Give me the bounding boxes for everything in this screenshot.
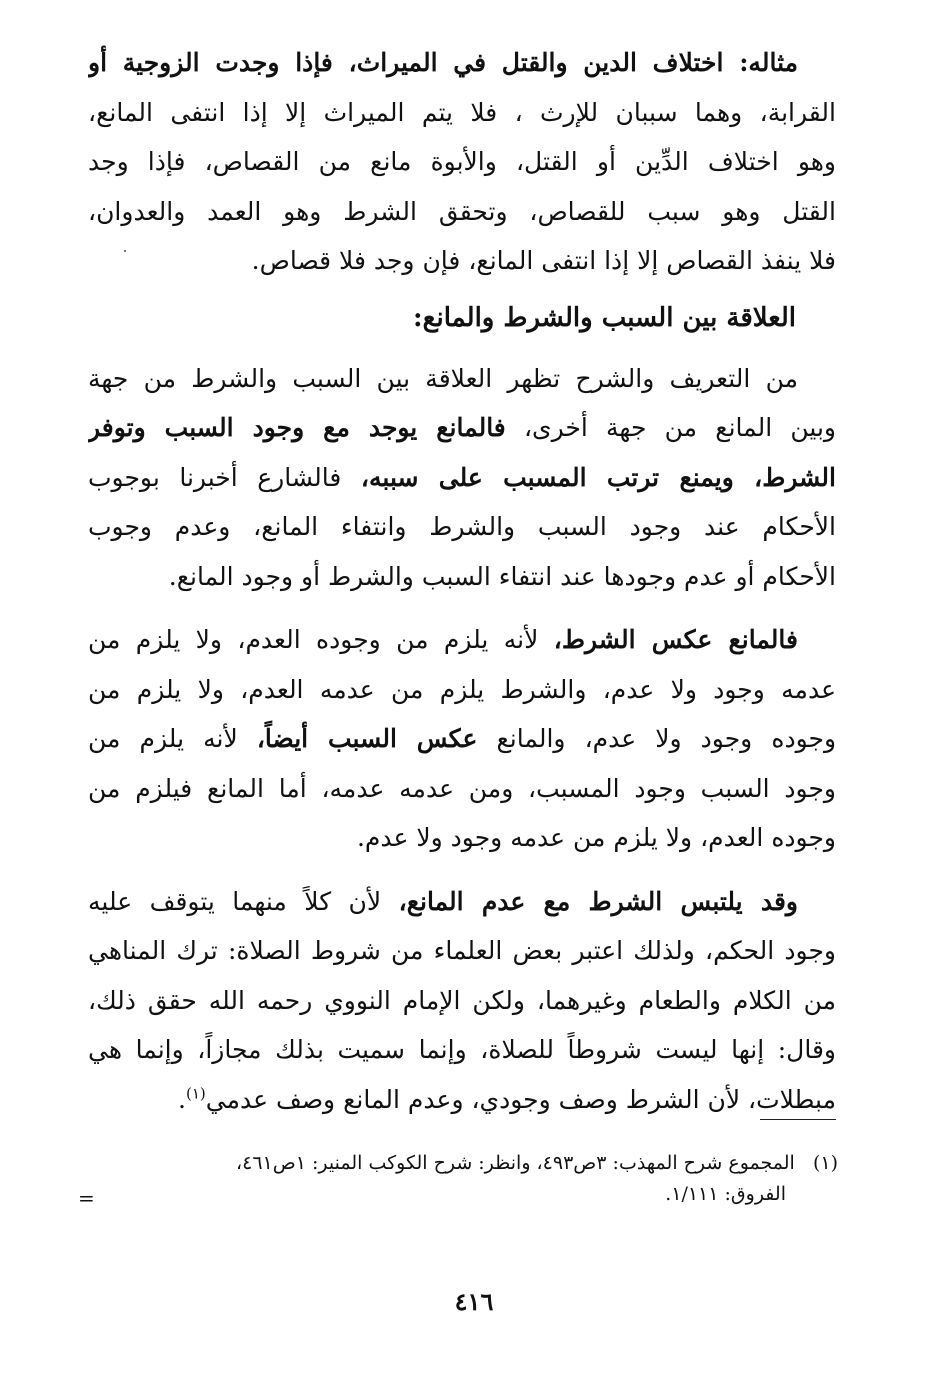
footnote-marker: (١) <box>812 1152 838 1174</box>
text-line: وقال: إنها ليست شروطاً للصلاة، وإنما سميت بذلك مجازاً، وإنما هي <box>88 1035 836 1064</box>
text-line: وجود السبب وجود المسبب، ومن عدمه عدمه، أما المانع فيلزم من <box>88 773 836 803</box>
plain-text: وبين المانع من جهة أخرى، <box>523 413 836 442</box>
text-line: الأحكام عند وجود السبب والشرط وانتفاء المانع، وعدم وجوب <box>88 512 836 541</box>
paragraph-relationship <box>88 354 836 602</box>
text-line: وهو اختلاف الدِّين أو القتل، والأبوة مانع من القصاص، فإذا وجد <box>88 147 836 176</box>
text-line <box>88 1075 836 1125</box>
text-line: من الكلام والطعام وغيرهما، ولكن الإمام النووي رحمه الله حقق ذلك، <box>88 985 836 1015</box>
bold-text: الشرط، ويمنع ترتب المسبب على سببه، <box>360 462 836 492</box>
bold-text: وقد يلتبس الشرط مع عدم المانع، <box>398 886 798 916</box>
text-line <box>88 714 836 764</box>
footnote <box>108 1148 838 1210</box>
plain-text: مبطلات، لأن الشرط وصف وجودي، وعدم المانع وصف عدمي <box>205 1084 836 1114</box>
footnote-line <box>108 1148 838 1179</box>
plain-text: وجوده وجود ولا عدم، والمانع <box>496 724 836 753</box>
page-body <box>88 38 836 1124</box>
section-heading: العلاقة بين السبب والشرط والمانع: <box>413 302 796 333</box>
scan-speck <box>124 250 126 252</box>
plain-text: . <box>178 1084 186 1114</box>
text-line: وجوده العدم، ولا يلزم من عدمه وجود ولا عدم. <box>356 823 836 852</box>
footnote-separator <box>760 1119 836 1120</box>
text-line <box>88 38 836 88</box>
text-line: الأحكام أو عدم وجودها عند انتفاء السبب والشرط أو وجود المانع. <box>168 561 836 591</box>
text-line: من التعريف والشرح تظهر العلاقة بين السبب والشرط من جهة <box>88 363 798 393</box>
page-number: ٤١٦ <box>454 1287 494 1316</box>
bold-lead: مثاله: اختلاف الدين والقتل في الميراث، فإذا وجدت الزوجية أو <box>88 48 798 77</box>
plain-text: فالشارع أخبرنا بوجوب <box>88 462 342 492</box>
plain-text: لأنه يلزم من <box>88 724 238 753</box>
text-line: وجود الحكم، ولذلك اعتبر بعض العلماء من شروط الصلاة: ترك المناهي <box>88 936 836 965</box>
continuation-mark: = <box>78 1186 95 1210</box>
text-line <box>88 615 836 665</box>
footnote-reference[interactable]: (١) <box>185 1084 206 1103</box>
bold-text: فالمانع يوجد مع وجود السبب وتوفر <box>88 413 506 442</box>
text-line: القرابة، وهما سببان للإرث ، فلا يتم الميراث إلا إذا انتفى المانع، <box>88 97 836 127</box>
bold-text: عكس السبب أيضاً، <box>256 724 478 753</box>
paragraph-example <box>88 38 836 286</box>
footnote-line: الفروق: ١/١١١. <box>665 1183 786 1205</box>
text-line: فلا ينفذ القصاص إلا إذا انتفى المانع، فإن وجد فلا قصاص. <box>251 246 836 275</box>
text-line: عدمه وجود ولا عدم، والشرط يلزم من عدمه العدم، ولا يلزم من <box>88 674 836 704</box>
text-line <box>88 877 836 927</box>
text-line: القتل وهو سبب للقصاص، وتحقق الشرط وهو العمد والعدوان، <box>88 196 836 226</box>
text-line <box>88 403 836 453</box>
text-line <box>88 453 836 503</box>
plain-text: لأن كلاً منهما يتوقف عليه <box>88 886 382 916</box>
paragraph-confusion <box>88 877 836 1125</box>
footnote-text: المجموع شرح المهذب: ٣ص٤٩٣، وانظر: شرح الكوكب المنير: ١ص٤٦١، <box>236 1152 795 1174</box>
plain-text: لأنه يلزم من وجوده العدم، ولا يلزم من <box>88 625 539 654</box>
paragraph-mani-vs-shart <box>88 615 836 863</box>
bold-text: فالمانع عكس الشرط، <box>553 625 798 654</box>
